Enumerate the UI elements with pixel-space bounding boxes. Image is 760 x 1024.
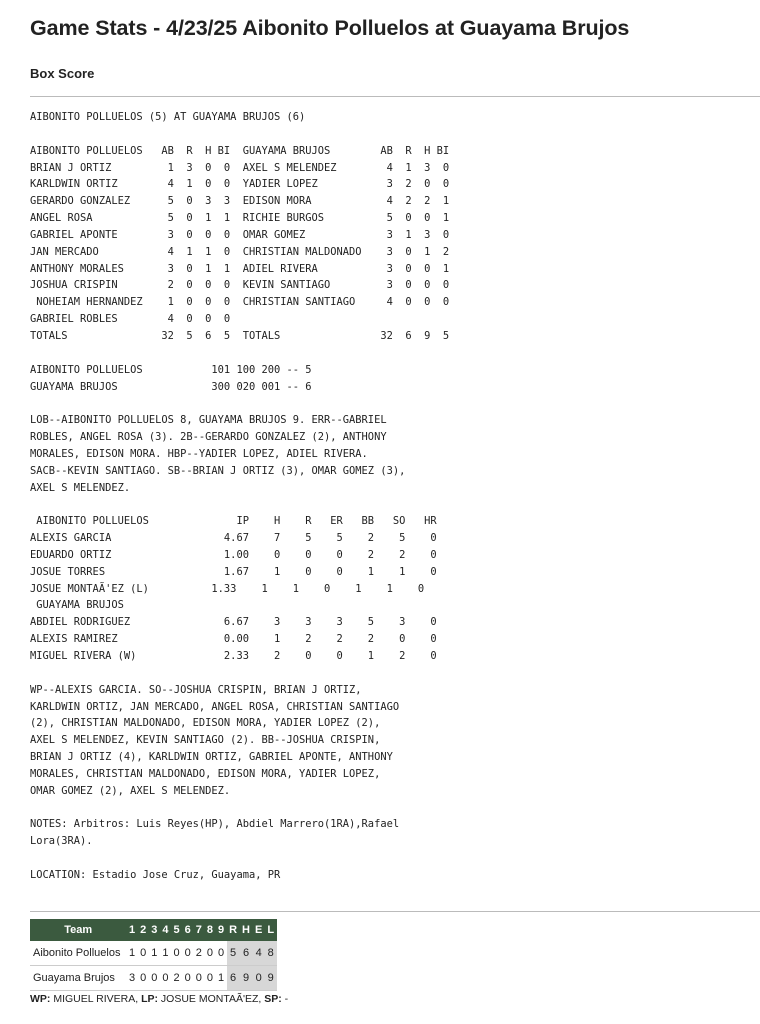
- hits-total: 9: [240, 966, 253, 991]
- header-cell: 9: [215, 919, 226, 941]
- location-line: LOCATION: Estadio Jose Cruz, Guayama, PR: [30, 868, 281, 881]
- inning-cell: 1: [149, 941, 160, 966]
- lob-total: 9: [265, 966, 277, 991]
- section-title-box-score: Box Score: [30, 66, 95, 81]
- inning-cell: 0: [149, 966, 160, 991]
- header-cell: 7: [193, 919, 204, 941]
- inning-cell: 0: [204, 941, 215, 966]
- linescore-table: [30, 919, 277, 991]
- header-cell: R: [227, 919, 240, 941]
- pitching-notes: WP--ALEXIS GARCIA. SO--JOSHUA CRISPIN, BRIAN J ORTIZ, KARLDWIN ORTIZ, JAN MERCADO, ANGEL ROSA, CHRISTIAN SANTIAGO (2), CHRISTIAN MALDONADO, EDISON MORA, YADIER LOPEZ (2), AXEL S MELENDEZ, KEVIN SANTIAGO (2). BB--JOSHUA CRISPIN, BRIAN J ORTIZ (4), KARLDWIN ORTIZ, GABRIEL APONTE, ANTHONY MORALES, CHRISTIAN MALDONADO, EDISON MORA, YADIER LOPEZ, OMAR GOMEZ (2), AXEL S MELENDEZ.: [30, 683, 400, 797]
- header-cell: 4: [160, 919, 171, 941]
- winning-pitcher: MIGUEL RIVERA,: [50, 993, 142, 1005]
- linescore-header-row: [30, 919, 277, 941]
- inning-cell: 1: [160, 941, 171, 966]
- lob-total: 8: [265, 941, 277, 966]
- runs-total: 6: [227, 966, 240, 991]
- umpire-notes: NOTES: Arbitros: Luis Reyes(HP), Abdiel Marrero(1RA),Rafael Lora(3RA).: [30, 818, 400, 848]
- hits-total: 6: [240, 941, 253, 966]
- inning-cell: 3: [126, 966, 137, 991]
- header-cell: L: [265, 919, 277, 941]
- inning-cell: 0: [160, 966, 171, 991]
- save-pitcher: -: [281, 993, 289, 1005]
- inning-cell: 0: [182, 966, 193, 991]
- linescore-row-home: [30, 966, 277, 991]
- linescore-row-away: [30, 941, 277, 966]
- game-notes: LOB--AIBONITO POLLUELOS 8, GUAYAMA BRUJOS 9. ERR--GABRIEL ROBLES, ANGEL ROSA (3). 2B--GERARDO GONZALEZ (2), ANTHONY MORALES, EDISON MORA. HBP--YADIER LOPEZ, ADIEL RIVERA. SACB--KEVIN SANTIAGO. SB--BRIAN J ORTIZ (3), OMAR GOMEZ (3), AXEL S MELENDEZ.: [30, 414, 406, 494]
- pitching-table: AIBONITO POLLUELOS IP H R ER BB SO HR ALEXIS GARCIA 4.67 7 5 5 2 5 0 EDUARDO ORTIZ 1.00 0 0 0 2 2 0 JOSUE TORRES 1.67 1 0 0 1 1 0 JOSUE MONTAÃ'EZ (L) 1.33 1 1 0 1 1 0 GUAYAMA BRUJOS ABDIEL RODRIGUEZ 6.67 3 3 3 5 3 0 ALEXIS RAMIREZ 0.00 1 2 2 2 0 0 MIGUEL RIVERA (W) 2.33 2 0 0 1 2 0: [30, 515, 437, 662]
- inning-cell: 0: [193, 966, 204, 991]
- inning-cell: 2: [171, 966, 182, 991]
- header-cell: 3: [149, 919, 160, 941]
- linescore-text: AIBONITO POLLUELOS 101 100 200 -- 5 GUAYAMA BRUJOS 300 020 001 -- 6: [30, 363, 312, 393]
- inning-cell: 2: [193, 941, 204, 966]
- header-cell: E: [252, 919, 264, 941]
- inning-cell: 0: [171, 941, 182, 966]
- matchup-line: AIBONITO POLLUELOS (5) AT GUAYAMA BRUJOS (6): [30, 111, 306, 123]
- header-cell: 8: [204, 919, 215, 941]
- pitcher-decisions: [30, 993, 288, 1005]
- inning-cell: 1: [126, 941, 137, 966]
- inning-cell: 0: [138, 941, 149, 966]
- losing-pitcher: JOSUE MONTAÃ'EZ,: [157, 993, 265, 1005]
- lp-label: LP:: [141, 993, 158, 1005]
- inning-cell: 0: [204, 966, 215, 991]
- team-name: Guayama Brujos: [30, 966, 126, 991]
- header-cell: 2: [138, 919, 149, 941]
- inning-cell: 1: [215, 966, 226, 991]
- inning-cell: 0: [215, 941, 226, 966]
- errors-total: 0: [252, 966, 264, 991]
- runs-total: 5: [227, 941, 240, 966]
- header-cell: 1: [126, 919, 137, 941]
- batting-table: AIBONITO POLLUELOS AB R H BI GUAYAMA BRUJOS AB R H BI BRIAN J ORTIZ 1 3 0 0 AXEL S MELENDEZ 4 1 3 0 KARLDWIN ORTIZ 4 1 0 0 YADIER LOPEZ 3 2 0 0 GERARDO GONZALEZ 5 0 3 3 EDISON MORA 4 2 2 1 ANGEL ROSA 5 0 1 1 RICHIE BURGOS 5 0 0 1 GABRIEL APONTE 3 0 0 0 OMAR GOMEZ 3 1 3 0 JAN MERCADO 4 1 1 0 CHRISTIAN MALDONADO 3 0 1 2 ANTHONY MORALES 3 0 1 1 ADIEL RIVERA 3 0 0 1 JOSHUA CRISPIN 2 0 0 0 KEVIN SANTIAGO 3 0 0 0 NOHEIAM HERNANDEZ 1 0 0 0 CHRISTIAN SANTIAGO 4 0 0 0 GABRIEL ROBLES 4 0 0 0 TOTALS 32 5 6 5 TOTALS 32 6 9 5: [30, 144, 450, 342]
- header-cell: Team: [30, 919, 126, 941]
- divider-bottom: [30, 911, 760, 912]
- sp-label: SP:: [264, 993, 282, 1005]
- inning-cell: 0: [138, 966, 149, 991]
- team-name: Aibonito Polluelos: [30, 941, 126, 966]
- page-title: Game Stats - 4/23/25 Aibonito Polluelos at Guayama Brujos: [30, 16, 630, 40]
- header-cell: 6: [182, 919, 193, 941]
- divider-top: [30, 96, 760, 97]
- inning-cell: 0: [182, 941, 193, 966]
- header-cell: H: [240, 919, 253, 941]
- wp-label: WP:: [30, 993, 51, 1005]
- errors-total: 4: [252, 941, 264, 966]
- box-score-text: [30, 109, 449, 884]
- header-cell: 5: [171, 919, 182, 941]
